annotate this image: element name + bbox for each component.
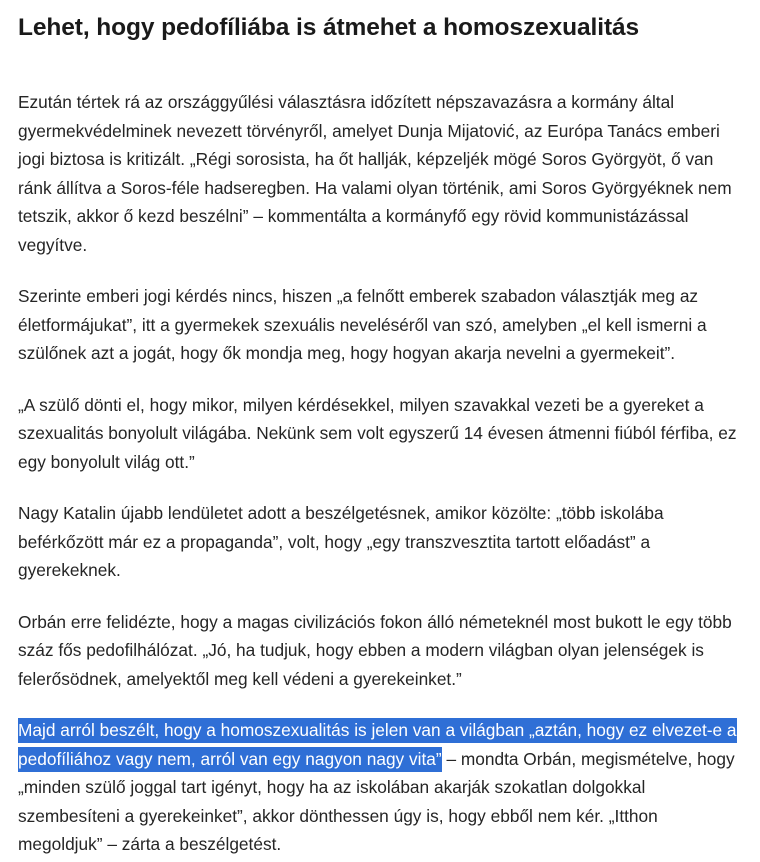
article-paragraph: Ezután tértek rá az országgyűlési választásra időzített népszavazásra a kormány által gyermekvédelminek nevezett törvényről, amelyet Dunja Mijatović, az Európa Tanács emberi jogi biztosa is kritizált. „Régi sorosista, ha őt hallják, képzeljék mögé Soros Györgyöt, ő van ránk állítva a Soros-féle hadseregben. Ha valami olyan történik, ami Soros Györgyéknek nem tetszik, akkor ő kezd beszélni” – kommentálta a kormányfő egy rövid kommunistázással vegyítve. <box>18 92 732 255</box>
selected-text-highlight[interactable]: Majd arról beszélt, hogy a homoszexualitás is jelen van a világban „aztán, hogy ez elvezet-e a pedofíliához vagy nem, arról van egy nagyon nagy vita” <box>18 718 737 772</box>
paragraph-continuation: – mondta Orbán, megismételve, hogy „minden szülő joggal tart igényt, hogy ha az iskolában akarják szokatlan dolgokkal szembesíteni a gyerekeinket”, akkor dönthessen úgy is, hogy ebből nem kér. „Itthon megoldjuk” – zárta a beszélgetést. <box>18 748 735 854</box>
article-paragraph-last[interactable] <box>18 716 742 859</box>
article-paragraph: „A szülő dönti el, hogy mikor, milyen kérdésekkel, milyen szavakkal vezeti be a gyereket a szexualitás bonyolult világába. Nekünk sem volt egyszerű 14 évesen átmenni fiúból férfiba, ez egy bonyolult világ ott.” <box>18 394 737 472</box>
article-paragraph: Orbán erre felidézte, hogy a magas civilizációs fokon álló németeknél most bukott le egy több száz fős pedofilhálózat. „Jó, ha tudjuk, hogy ebben a modern világban olyan jelenségek is felerősödnek, amelyektől meg kell védeni a gyerekeinket.” <box>18 611 732 689</box>
article-title: Lehet, hogy pedofíliába is átmehet a homoszexualitás <box>18 14 640 41</box>
article-paragraph: Nagy Katalin újabb lendületet adott a beszélgetésnek, amikor közölte: „több iskolába beférkőzött már ez a propaganda”, volt, hogy „egy transzvesztita tartott előadást” a gyerekeknek. <box>18 503 664 580</box>
article-paragraph: Szerinte emberi jogi kérdés nincs, hiszen „a felnőtt emberek szabadon választják meg az életformájukat”, itt a gyermekek szexuális neveléséről van szó, amelyben „el kell ismerni a szülőnek azt a jogát, hogy ők mondja meg, hogy hogyan akarja nevelni a gyermekeit”. <box>18 286 707 363</box>
